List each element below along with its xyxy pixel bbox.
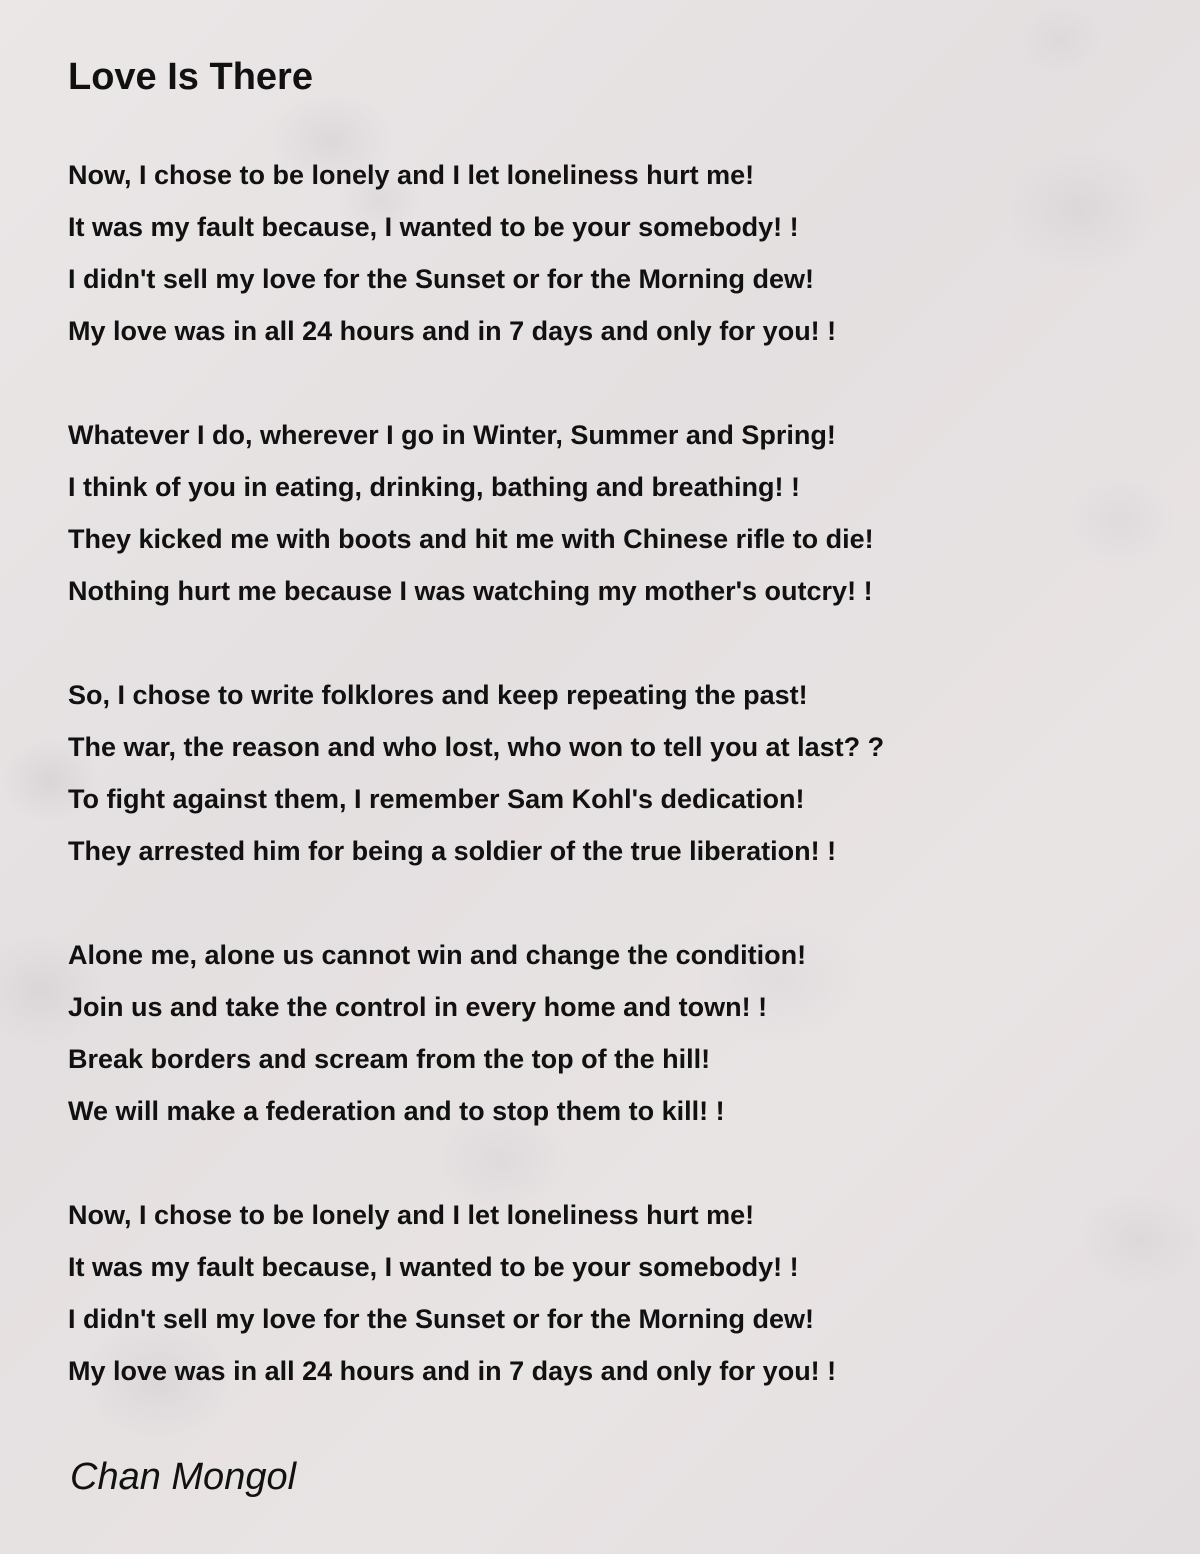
stanza	[68, 669, 1168, 877]
poem-line: Nothing hurt me because I was watching my mother's outcry! !	[68, 576, 873, 606]
poem-title: Love Is There	[68, 56, 313, 98]
stanza	[68, 149, 1168, 357]
poem-line: It was my fault because, I wanted to be your somebody! !	[68, 212, 799, 242]
stanza	[68, 1189, 1168, 1397]
poem-line: My love was in all 24 hours and in 7 days and only for you! !	[68, 1356, 837, 1386]
poem-line: Alone me, alone us cannot win and change the condition!	[68, 940, 807, 970]
poem-line: They arrested him for being a soldier of the true liberation! !	[68, 836, 837, 866]
stanza	[68, 929, 1168, 1137]
poem-line: I didn't sell my love for the Sunset or for the Morning dew!	[68, 264, 814, 294]
poem-line: Join us and take the control in every home and town! !	[68, 992, 768, 1022]
poem-line: The war, the reason and who lost, who won to tell you at last? ?	[68, 732, 885, 762]
poem-line: We will make a federation and to stop them to kill! !	[68, 1096, 725, 1126]
poem-line: I think of you in eating, drinking, bathing and breathing! !	[68, 472, 800, 502]
poem-line: Now, I chose to be lonely and I let loneliness hurt me!	[68, 1200, 755, 1230]
poem-line: To fight against them, I remember Sam Kohl's dedication!	[68, 784, 805, 814]
poem-line: Whatever I do, wherever I go in Winter, Summer and Spring!	[68, 420, 836, 450]
stanza	[68, 409, 1168, 617]
poem-author: Chan Mongol	[70, 1456, 297, 1498]
poem-body	[68, 149, 1168, 1449]
poem-line: I didn't sell my love for the Sunset or for the Morning dew!	[68, 1304, 814, 1334]
poem-line: It was my fault because, I wanted to be your somebody! !	[68, 1252, 799, 1282]
poem-line: My love was in all 24 hours and in 7 days and only for you! !	[68, 316, 837, 346]
poem-line: They kicked me with boots and hit me with Chinese rifle to die!	[68, 524, 874, 554]
poem-line: So, I chose to write folklores and keep repeating the past!	[68, 680, 808, 710]
poem-line: Break borders and scream from the top of the hill!	[68, 1044, 711, 1074]
poem-line: Now, I chose to be lonely and I let loneliness hurt me!	[68, 160, 755, 190]
